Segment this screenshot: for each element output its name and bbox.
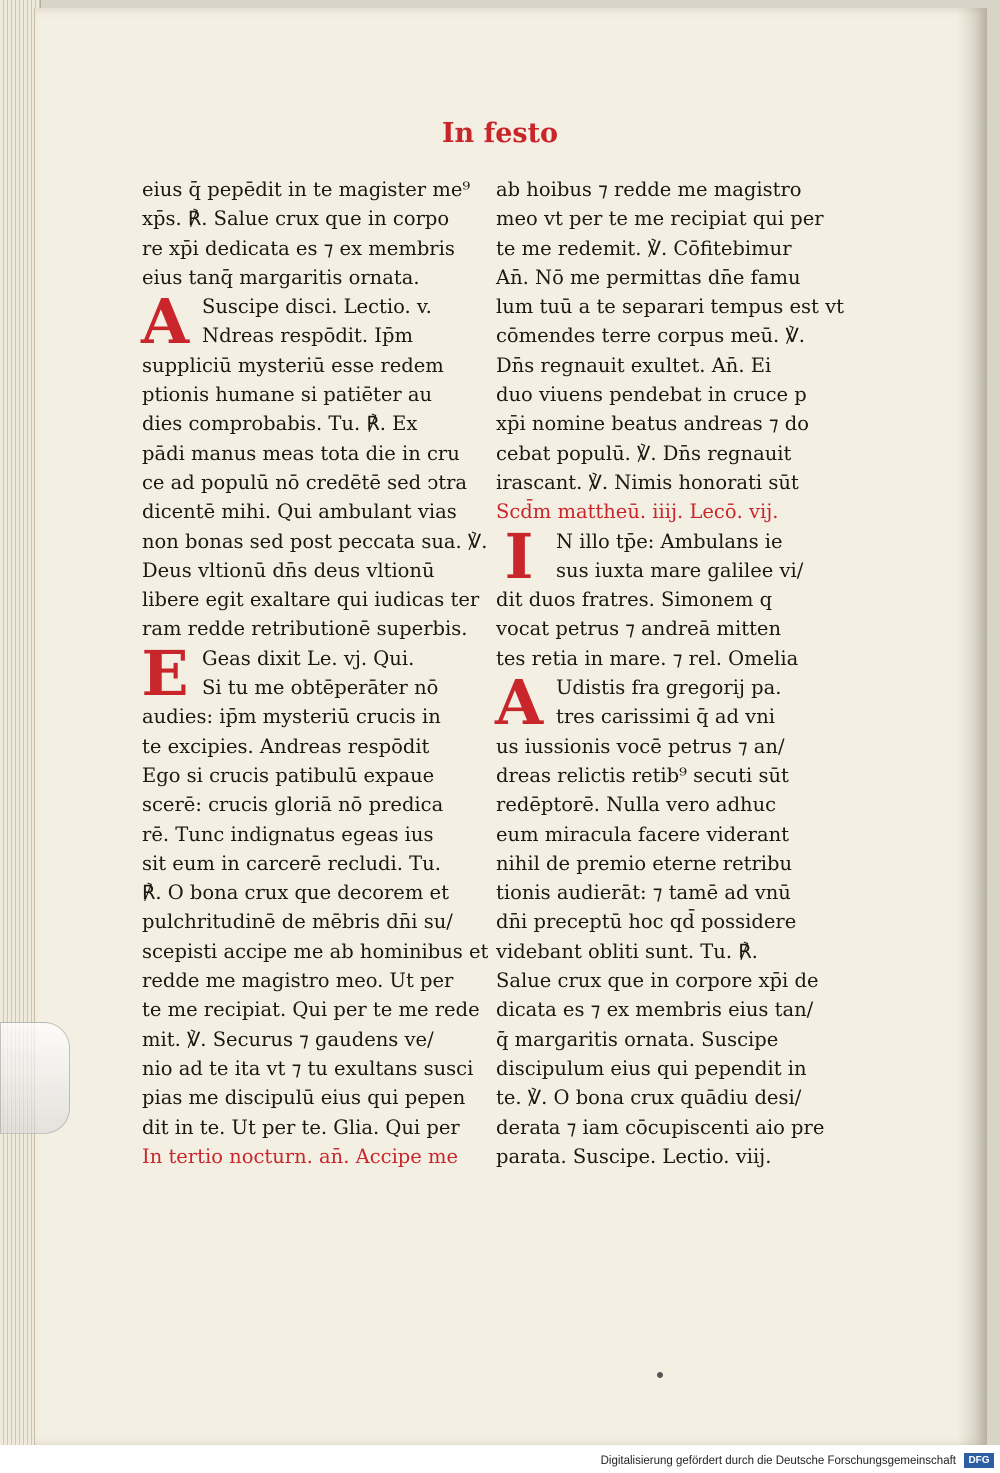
text-line: duo viuens pendebat in cruce p [496, 383, 807, 407]
text-line: ram redde retributionē superbis. [142, 617, 468, 641]
text-line: eum miracula facere viderant [496, 822, 789, 846]
text-line: eius tanq̄ margaritis ornata. [142, 265, 420, 289]
text-line: ℟. O bona crux que decorem et [142, 881, 449, 905]
text-line: dit duos fratres. Simonem q [496, 588, 773, 612]
rubric-line: Scd̄m mattheū. iiij. Lecō. vij. [496, 500, 779, 524]
text-line: meo vt per te me recipiat qui per [496, 207, 824, 231]
text-line: Ndreas respōdit. Ip̄m [202, 324, 413, 348]
text-line: tes retia in mare. ⁊ rel. Omelia [496, 646, 799, 670]
left-column [140, 175, 489, 1171]
text-line: Suscipe disci. Lectio. v. [202, 295, 432, 319]
text-line: re xp̄i dedicata es ⁊ ex membris [142, 236, 455, 260]
text-line: vocat petrus ⁊ andreā mitten [496, 617, 782, 641]
text-line: An̄. Nō me permittas dn̄e famu [496, 265, 801, 289]
text-line: scerē: crucis gloriā nō predica [142, 793, 444, 817]
text-line: dreas relictis retib⁹ secuti sūt [496, 763, 789, 787]
text-line: us iussionis vocē petrus ⁊ an/ [496, 734, 785, 758]
text-line: Udistis fra gregorij pa. [556, 676, 782, 700]
page-mark [657, 1372, 663, 1378]
text-line: q̄ margaritis ornata. Suscipe [496, 1027, 779, 1051]
text-line: te me recipiat. Qui per te me rede [142, 998, 480, 1022]
text-line: Salue crux que in corpore xp̄i de [496, 969, 819, 993]
text-line: Geas dixit Le. vj. Qui. [202, 646, 415, 670]
text-line: sit eum in carcerē recludi. Tu. [142, 851, 441, 875]
text-line: mit. ℣. Securus ⁊ gaudens ve/ [142, 1027, 434, 1051]
text-line: audies: ip̄m mysteriū crucis in [142, 705, 441, 729]
text-line: redde me magistro meo. Ut per [142, 969, 454, 993]
text-line: derata ⁊ iam cōcupiscenti aio pre [496, 1115, 825, 1139]
text-line: non bonas sed post peccata sua. ℣. [142, 529, 488, 553]
text-line: xp̄i nomine beatus andreas ⁊ do [496, 412, 809, 436]
text-line: redēptorē. Nulla vero adhuc [496, 793, 777, 817]
running-head: In festo [441, 118, 559, 149]
text-line: ptionis humane si patiēter au [142, 383, 433, 407]
initial-i: I [504, 519, 534, 593]
text-line: cōmendes terre corpus meū. ℣. [496, 324, 805, 348]
text-line: rē. Tunc indignatus egeas ius [142, 822, 434, 846]
text-line: pias me discipulū eius qui pepen [142, 1086, 466, 1110]
text-line: discipulum eius qui pependit in [496, 1056, 807, 1080]
text-line: tres carissimi q̄ ad vni [556, 705, 775, 729]
text-line: dicentē mihi. Qui ambulant vias [142, 500, 457, 524]
text-line: Deus vltionū dn̄s deus vltionū [142, 558, 435, 582]
initial-e: E [141, 636, 189, 710]
initial-a: A [140, 285, 190, 359]
text-line: tionis audierāt: ⁊ tamē ad vnū [496, 881, 791, 905]
text-line: dies comprobabis. Tu. ℟. Ex [142, 412, 418, 436]
text-line: cebat populū. ℣. Dn̄s regnauit [496, 441, 792, 465]
dfg-logo: DFG [964, 1453, 994, 1468]
text-line: scepisti accipe me ab hominibus et [142, 939, 489, 963]
text-line: Dn̄s regnauit exultet. An̄. Ei [496, 353, 772, 377]
text-line: te me redemit. ℣. Cōfitebimur [496, 236, 792, 260]
text-line: sus iuxta mare galilee vi/ [556, 558, 804, 582]
text-line: videbant obliti sunt. Tu. ℟. [496, 939, 758, 963]
text-line: eius q̄ pepēdit in te magister me⁹ [142, 178, 471, 201]
text-line: N illo tp̄e: Ambulans ie [556, 529, 783, 553]
text-line: dn̄i preceptū hoc qd̄ possidere [496, 910, 797, 934]
text-line: dit in te. Ut per te. Glia. Qui per [142, 1115, 460, 1139]
text-line: pādi manus meas tota die in cru [142, 441, 460, 465]
text-line: suppliciū mysteriū esse redem [142, 353, 444, 377]
footer-credit: Digitalisierung gefördert durch die Deutsche Forschungsgemeinschaft [600, 1455, 956, 1467]
page-clip [0, 1022, 70, 1134]
text-line: Si tu me obtēperāter nō [202, 676, 439, 700]
text-line: te excipies. Andreas respōdit [142, 734, 430, 758]
text-line: irascant. ℣. Nimis honorati sūt [496, 470, 799, 494]
initial-a: A [494, 666, 544, 740]
text-line: Ego si crucis patibulū expaue [142, 763, 435, 787]
text-line: nio ad te ita vt ⁊ tu exultans susci [142, 1056, 474, 1080]
text-line: xp̄s. ℟. Salue crux que in corpo [142, 207, 450, 231]
text-line: pulchritudinē de mēbris dn̄i su/ [142, 910, 453, 934]
right-column [494, 175, 844, 1171]
text-line: libere egit exaltare qui iudicas ter [142, 588, 480, 612]
text-line: nihil de premio eterne retribu [496, 851, 793, 875]
text-line: ce ad populū nō credētē sed ↄtra [142, 470, 468, 494]
text-line: dicata es ⁊ ex membris eius tan/ [496, 998, 814, 1022]
text-line: parata. Suscipe. Lectio. viij. [496, 1144, 772, 1168]
text-line: ab hoibus ⁊ redde me magistro [496, 178, 802, 201]
footer-bar [0, 1445, 1000, 1473]
text-line: lum tuū a te separari tempus est vt [496, 295, 844, 319]
spine-shadow [957, 8, 987, 1446]
text-line: te. ℣. O bona crux quādiu desi/ [496, 1086, 802, 1110]
rubric-line: In tertio nocturn. an̄. Accipe me [142, 1144, 459, 1168]
